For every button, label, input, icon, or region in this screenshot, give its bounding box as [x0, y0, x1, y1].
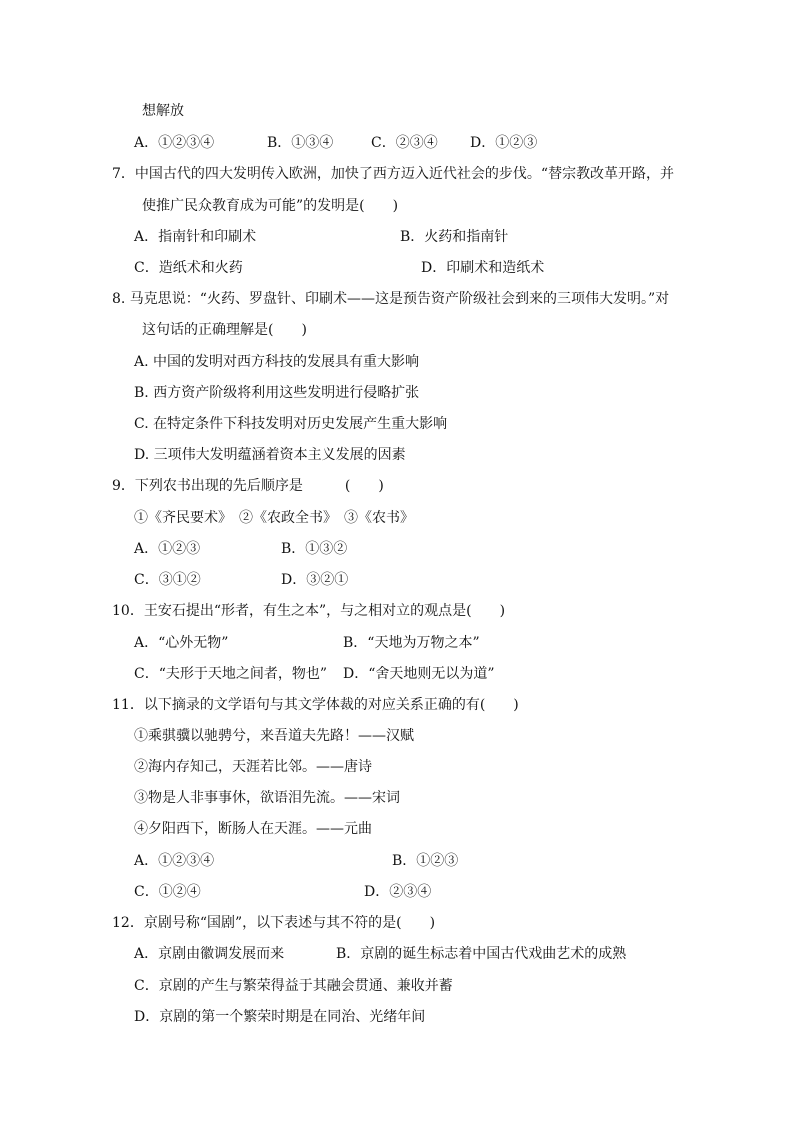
q10-option-b[interactable]: B．“天地为万物之本” [343, 635, 480, 651]
q10-option-c[interactable]: C．“夫形于天地之间者，物也” [134, 666, 328, 682]
q8-option-c[interactable]: C. 在特定条件下科技发明对历史发展产生重大影响 [134, 416, 448, 432]
q12-option-c[interactable]: C．京剧的产生与繁荣得益于其融会贯通、兼收并蓄 [134, 978, 453, 994]
q8-option-a[interactable]: A. 中国的发明对西方科技的发展具有重大影响 [134, 354, 420, 370]
q11-stem: 11．以下摘录的文学语句与其文学体裁的对应关系正确的有( ) [112, 697, 519, 713]
q9-items: ①《齐民要术》 ②《农政全书》 ③《农书》 [134, 510, 414, 526]
q10-option-a[interactable]: A．“心外无物” [134, 635, 229, 651]
q10-option-d[interactable]: D．“舍天地则无以为道” [343, 666, 495, 682]
q6-option-a[interactable]: A．①②③④ [134, 135, 215, 151]
q7-option-b[interactable]: B．火药和指南针 [400, 229, 509, 245]
q11-option-a[interactable]: A．①②③④ [134, 853, 215, 869]
q11-item-3: ③物是人非事事休，欲语泪先流。——宋词 [134, 790, 400, 806]
q11-option-b[interactable]: B．①②③ [392, 853, 459, 869]
q8-stem-line1: 8. 马克思说：“火药、罗盘针、印刷术——这是预告资产阶级社会到来的三项伟大发明。”对 [112, 291, 670, 307]
q10-stem: 10．王安石提出“形者，有生之本”，与之相对立的观点是( ) [112, 603, 506, 619]
q6-option-b[interactable]: B．①③④ [267, 135, 334, 151]
q7-option-a[interactable]: A．指南针和印刷术 [134, 229, 257, 245]
q11-item-1: ①乘骐骥以驰骋兮，来吾道夫先路！——汉赋 [134, 728, 414, 744]
q6-option-c[interactable]: C．②③④ [371, 135, 438, 151]
q6-continuation: 想解放 [142, 103, 184, 119]
q11-item-2: ②海内存知己，天涯若比邻。——唐诗 [134, 759, 372, 775]
q8-stem-line2: 这句话的正确理解是( ) [142, 322, 307, 338]
q8-option-b[interactable]: B. 西方资产阶级将利用这些发明进行侵略扩张 [134, 385, 420, 401]
q11-option-c[interactable]: C．①②④ [134, 884, 201, 900]
q7-option-c[interactable]: C．造纸术和火药 [134, 260, 243, 276]
q11-option-d[interactable]: D．②③④ [364, 884, 432, 900]
q6-option-d[interactable]: D．①②③ [470, 135, 538, 151]
q11-item-4: ④夕阳西下，断肠人在天涯。——元曲 [134, 821, 372, 837]
q12-option-b[interactable]: B．京剧的诞生标志着中国古代戏曲艺术的成熟 [336, 946, 627, 962]
q9-option-b[interactable]: B．①③② [281, 541, 348, 557]
q7-option-d[interactable]: D．印刷术和造纸术 [421, 260, 545, 276]
q7-stem-line1: 7．中国古代的四大发明传入欧洲，加快了西方迈入近代社会的步伐。“替宗教改革开路，并 [112, 166, 675, 182]
q9-stem: 9．下列农书出现的先后顺序是 ( ) [112, 478, 384, 494]
q12-stem: 12．京剧号称“国剧”，以下表述与其不符的是( ) [112, 915, 436, 931]
q9-option-a[interactable]: A．①②③ [134, 541, 201, 557]
q12-option-a[interactable]: A．京剧由徽调发展而来 [134, 946, 285, 962]
q9-option-d[interactable]: D．③②① [281, 572, 349, 588]
q8-option-d[interactable]: D. 三项伟大发明蕴涵着资本主义发展的因素 [134, 447, 406, 463]
q12-option-d[interactable]: D．京剧的第一个繁荣时期是在同治、光绪年间 [134, 1009, 426, 1025]
q9-option-c[interactable]: C．③①② [134, 572, 201, 588]
q7-stem-line2: 使推广民众教育成为可能”的发明是( ) [142, 198, 399, 214]
